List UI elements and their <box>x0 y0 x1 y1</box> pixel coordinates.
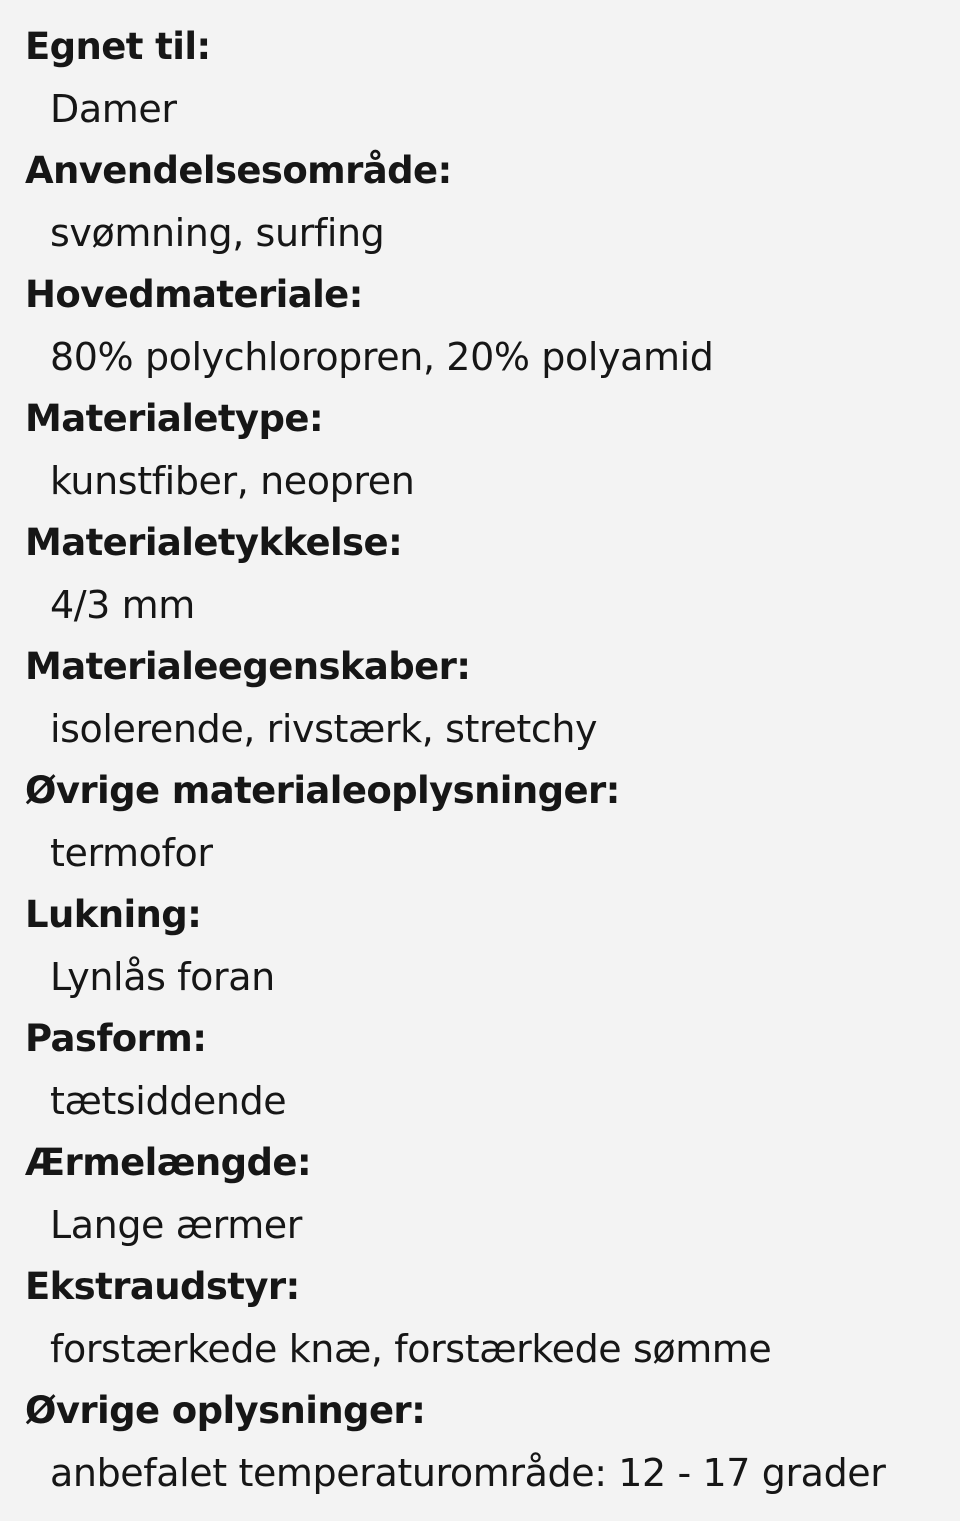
spec-value: svømning, surfing <box>50 211 385 255</box>
spec-value: kunstfiber, neopren <box>50 459 415 503</box>
spec-value: isolerende, rivstærk, stretchy <box>50 707 598 751</box>
spec-value: forstærkede knæ, forstærkede sømme <box>50 1327 772 1371</box>
spec-anvendelsesomraade <box>0 147 960 271</box>
spec-egnet-til <box>0 23 960 147</box>
spec-oevrige-oplysninger <box>0 1387 960 1511</box>
spec-label: Hovedmateriale: <box>25 273 363 316</box>
spec-label: Ærmelængde: <box>25 1141 312 1184</box>
spec-label: Anvendelsesområde: <box>25 149 452 192</box>
spec-label: Egnet til: <box>25 25 211 68</box>
spec-value: Lynlås foran <box>50 955 275 999</box>
spec-ekstraudstyr <box>0 1263 960 1387</box>
spec-materialetykkelse <box>0 519 960 643</box>
spec-pasform <box>0 1015 960 1139</box>
spec-value: Damer <box>50 87 177 131</box>
spec-label: Øvrige materialeoplysninger: <box>25 769 620 812</box>
spec-label: Ekstraudstyr: <box>25 1265 300 1308</box>
spec-materialeegenskaber <box>0 643 960 767</box>
product-specifications <box>0 23 960 1511</box>
spec-label: Pasform: <box>25 1017 207 1060</box>
spec-label: Øvrige oplysninger: <box>25 1389 426 1432</box>
spec-value: tætsiddende <box>50 1079 287 1123</box>
spec-label: Materialetykkelse: <box>25 521 403 564</box>
spec-lukning <box>0 891 960 1015</box>
spec-label: Materialeegenskaber: <box>25 645 471 688</box>
spec-aermelaengde <box>0 1139 960 1263</box>
spec-value: 80% polychloropren, 20% polyamid <box>50 335 714 379</box>
spec-value: anbefalet temperaturområde: 12 - 17 grader <box>50 1451 886 1495</box>
spec-label: Lukning: <box>25 893 202 936</box>
spec-hovedmateriale <box>0 271 960 395</box>
spec-oevrige-materialeoplysninger <box>0 767 960 891</box>
spec-label: Materialetype: <box>25 397 324 440</box>
spec-value: 4/3 mm <box>50 583 195 627</box>
spec-value: Lange ærmer <box>50 1203 303 1247</box>
spec-materialetype <box>0 395 960 519</box>
spec-value: termofor <box>50 831 213 875</box>
